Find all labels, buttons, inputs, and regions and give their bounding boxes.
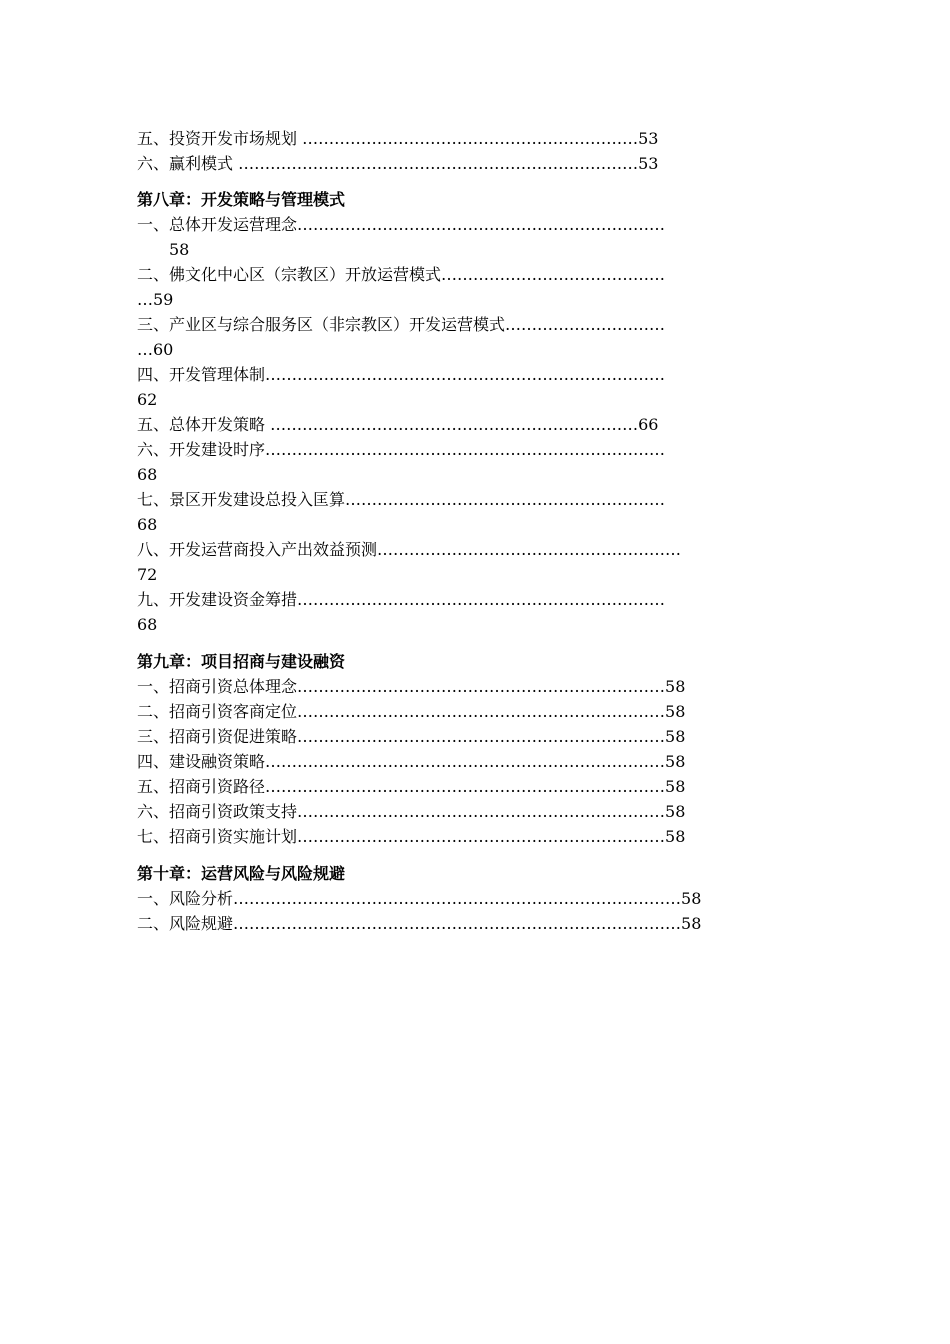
- toc-leader-dots: ……………………………………………………………: [297, 702, 666, 721]
- toc-page-number: 72: [137, 565, 158, 584]
- toc-page-number: 58: [681, 889, 702, 908]
- toc-leader-dots: ……………………………………: [441, 265, 666, 284]
- toc-entry[interactable]: [137, 699, 817, 724]
- toc-entry[interactable]: [137, 437, 817, 462]
- toc-entry[interactable]: [137, 312, 817, 337]
- toc-leader-dots: …………………………………………………………………: [265, 777, 666, 796]
- toc-entry[interactable]: [137, 587, 817, 612]
- toc-entry-label: 二、佛文化中心区（宗教区）开放运营模式: [137, 265, 442, 284]
- toc-entry-label: 六、开发建设时序: [137, 440, 266, 459]
- toc-entry[interactable]: [137, 487, 817, 512]
- chapter-heading[interactable]: 第九章：项目招商与建设融资: [137, 652, 346, 671]
- toc-entry-label: 一、风险分析: [137, 889, 234, 908]
- toc-page-number: 58: [665, 702, 686, 721]
- toc-entry[interactable]: [137, 262, 817, 287]
- toc-entry[interactable]: [137, 799, 817, 824]
- toc-entry-label: 九、开发建设资金筹措: [137, 590, 298, 609]
- toc-page-number: 58: [665, 677, 686, 696]
- toc-entry[interactable]: [137, 674, 817, 699]
- toc-entry-label: 一、总体开发运营理念: [137, 215, 298, 234]
- toc-leader-dots: ……………………………………………………………: [297, 727, 666, 746]
- toc-leader-dots: …………………………………………………………………: [265, 752, 666, 771]
- toc-entry[interactable]: [137, 724, 817, 749]
- toc-page-number: 58: [665, 777, 686, 796]
- toc-entry[interactable]: [137, 537, 817, 562]
- toc-entry-label: 五、总体开发策略: [137, 415, 271, 434]
- toc-entry-label: 二、风险规避: [137, 914, 234, 933]
- toc-page-number: 58: [665, 727, 686, 746]
- toc-leader-dots: …………………………………………………………………: [238, 154, 639, 173]
- toc-leader-dots: …………………………: [505, 315, 666, 334]
- toc-entry[interactable]: [137, 212, 817, 237]
- toc-page-number: 58: [681, 914, 702, 933]
- toc-entry[interactable]: [137, 911, 817, 936]
- toc-page-number: 58: [665, 802, 686, 821]
- toc-entry-label: 四、开发管理体制: [137, 365, 266, 384]
- toc-entry-label: 八、开发运营商投入产出效益预测: [137, 540, 378, 559]
- toc-leader-dots: ………………………………………………………: [302, 129, 639, 148]
- toc-page-number: 62: [137, 390, 158, 409]
- toc-page-number: 53: [638, 154, 659, 173]
- toc-entry[interactable]: [137, 412, 817, 437]
- toc-leader-dots: …………………………………………………………………: [265, 365, 666, 384]
- toc-leader-dots: …………………………………………………………………………: [233, 914, 682, 933]
- toc-entry[interactable]: [137, 126, 817, 151]
- toc-entry[interactable]: [137, 774, 817, 799]
- toc-entry-label: 三、产业区与综合服务区（非宗教区）开发运营模式: [137, 315, 506, 334]
- toc-entry[interactable]: [137, 824, 817, 849]
- toc-entry-label: 五、投资开发市场规划: [137, 129, 303, 148]
- toc-leader-dots: ……………………………………………………………: [297, 802, 666, 821]
- toc-entry[interactable]: [137, 886, 817, 911]
- toc-leader-dots: ……………………………………………………………: [270, 415, 639, 434]
- toc-page-number: …59: [137, 290, 174, 309]
- toc-page-number: 58: [665, 752, 686, 771]
- toc-leader-dots: ……………………………………………………………: [297, 215, 666, 234]
- chapter-heading[interactable]: 第八章：开发策略与管理模式: [137, 190, 346, 209]
- toc-entry-label: 二、招商引资客商定位: [137, 702, 298, 721]
- toc-entry-label: 一、招商引资总体理念: [137, 677, 298, 696]
- toc-entry[interactable]: [137, 749, 817, 774]
- toc-page-number: 68: [137, 515, 158, 534]
- toc-page-number: 58: [665, 827, 686, 846]
- toc-page-number: 66: [638, 415, 659, 434]
- toc-page-number: 68: [137, 615, 158, 634]
- toc-entry-label: 七、景区开发建设总投入匡算: [137, 490, 346, 509]
- toc-leader-dots: ……………………………………………………………: [297, 827, 666, 846]
- toc-entry-label: 五、招商引资路径: [137, 777, 266, 796]
- toc-entry[interactable]: [137, 362, 817, 387]
- toc-leader-dots: …………………………………………………………………: [265, 440, 666, 459]
- toc-page-number: …60: [137, 340, 174, 359]
- toc-page-number: 58: [169, 240, 190, 259]
- toc-leader-dots: ……………………………………………………: [345, 490, 666, 509]
- toc-entry-label: 三、招商引资促进策略: [137, 727, 298, 746]
- toc-leader-dots: …………………………………………………: [377, 540, 682, 559]
- toc-entry-label: 六、招商引资政策支持: [137, 802, 298, 821]
- toc-leader-dots: …………………………………………………………………………: [233, 889, 682, 908]
- toc-entry-label: 七、招商引资实施计划: [137, 827, 298, 846]
- chapter-heading[interactable]: 第十章：运营风险与风险规避: [137, 864, 346, 883]
- toc-page-number: 53: [638, 129, 659, 148]
- toc-page-number: 68: [137, 465, 158, 484]
- toc-entry[interactable]: [137, 151, 817, 176]
- toc-entry-label: 六、赢利模式: [137, 154, 239, 173]
- toc-leader-dots: ……………………………………………………………: [297, 590, 666, 609]
- toc-leader-dots: ……………………………………………………………: [297, 677, 666, 696]
- toc-entry-label: 四、建设融资策略: [137, 752, 266, 771]
- toc-page: [137, 126, 817, 936]
